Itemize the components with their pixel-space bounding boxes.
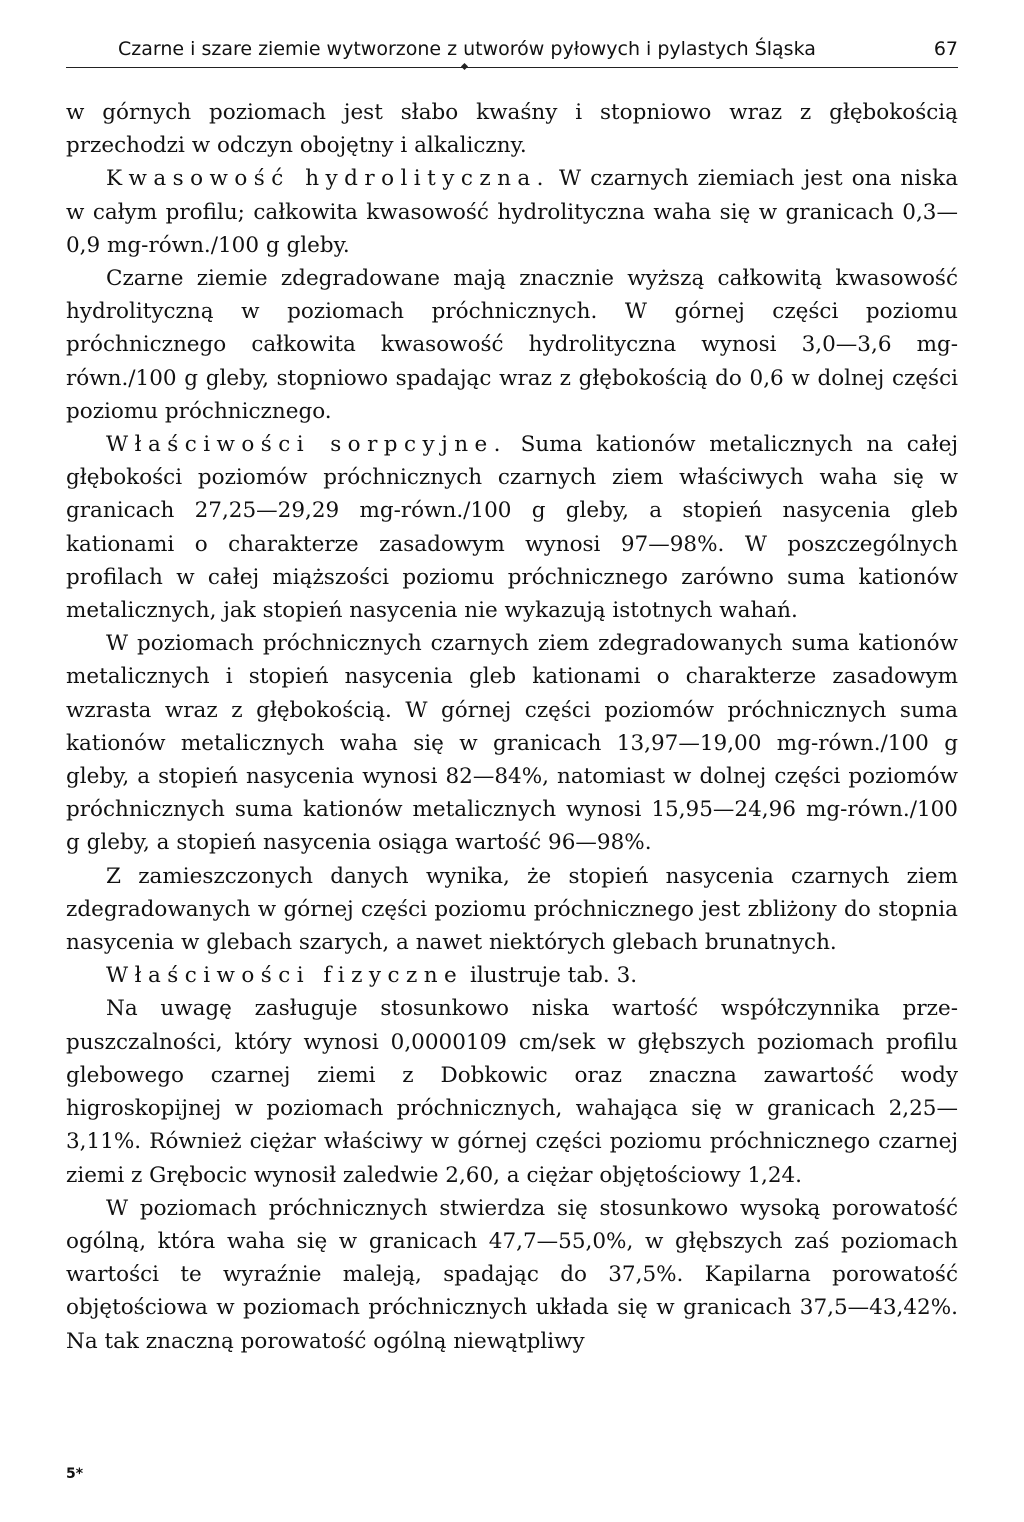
paragraph-text: W czarnych ziemiach jest ona niska w całym profilu; całkowita kwasowość hydrolityczna waha się w granicach 0,3—0,9 mg-równ./100 g gleby. (66, 166, 959, 258)
header-rule-ornament (461, 63, 468, 70)
spaced-heading: Właściwości fizyczne (106, 963, 464, 989)
paragraph-text: Czarne ziemie zdegradowane mają znacznie wyższą całkowitą kwasowość hydrolityczną w poziomach próchnicznych. W górnej części poziomu próchnicznego całkowita kwasowość hydrolityczna wynosi 3,0—3,6 mg-równ./100 g gleby, stopniowo spadając wraz z głębokością do 0,6 w dolnej części poziomu próchnicznego. (66, 266, 958, 424)
spaced-heading: Właściwości sorpcyjne. (106, 432, 507, 458)
paragraph-4 (66, 428, 958, 627)
paragraph-2 (66, 162, 958, 262)
paragraph-text: ilustruje tab. 3. (463, 963, 638, 989)
paragraph-text: w górnych poziomach jest słabo kwaśny i stopniowo wraz z głębokością przechodzi w odczyn obojętny i alkaliczny. (66, 100, 958, 159)
paragraph-text: Na uwagę zasługuje stosunkowo niska wartość współczynnika przepuszczalności, który wynosi 0,0000109 cm/sek w głębszych poziomach profilu glebowego czarnej ziemi z Dobkowic oraz znaczna zawartość wody higroskopijnej w poziomach próchnicznych, wahająca się w granicach 2,25—3,11%. Również ciężar właściwy w górnej części poziomu próchnicznego czarnej ziemi z Grębocic wynosił zaledwie 2,60, a ciężar objętościowy 1,24. (66, 996, 958, 1188)
running-head-title: Czarne i szare ziemie wytworzone z utworów pyłowych i pylastych Śląska (118, 38, 816, 60)
running-head (66, 34, 958, 64)
signature-mark: 5* (66, 1466, 84, 1482)
paragraph-9 (66, 1192, 958, 1358)
paragraph-8 (66, 992, 958, 1191)
paragraph-text: Suma kationów metalicznych na całej głębokości poziomów próchnicznych czarnych ziem właściwych waha się w granicach 27,25—29,29 mg-równ./100 g gleby, a stopień nasycenia gleb kationami o charakterze zasadowym wynosi 97—98%. W poszczególnych profilach w całej miąższości poziomu próchnicznego zarówno suma kationów metalicznych, jak stopień nasycenia nie wykazują istotnych wahań. (66, 432, 958, 624)
paragraph-1 (66, 96, 958, 162)
paragraph-text: W poziomach próchnicznych stwierdza się stosunkowo wysoką porowatość ogólną, która waha się w granicach 47,7—55,0%, w głębszych zaś poziomach wartości te wyraźnie maleją, spadając do 37,5%. Kapilarna porowatość objętościowa w poziomach próchnicznych układa się w granicach 37,5—43,42%. Na tak znaczną porowatość ogólną niewątpliwy (66, 1195, 958, 1354)
paragraph-6 (66, 860, 958, 960)
page-number: 67 (933, 38, 958, 60)
paragraph-text: W poziomach próchnicznych czarnych ziem zdegradowanych suma kationów metalicznych i stopień nasycenia gleb kationami o charakterze zasadowym wzrasta wraz z głębokością. W górnej części poziomów próchnicznych suma kationów metalicznych waha się w granicach 13,97—19,00 mg-równ./100 g gleby, a stopień nasycenia wynosi 82—84%, natomiast w dolnej części poziomów próchnicznych suma kationów metalicznych wynosi 15,95—24,96 mg-równ./100 g gleby, a stopień nasycenia osiąga wartość 96—98%. (66, 631, 958, 856)
body-text (66, 96, 958, 1358)
paragraph-3 (66, 262, 958, 428)
header-rule (66, 67, 958, 68)
paragraph-5 (66, 627, 958, 859)
spaced-heading: Kwasowość hydrolityczna. (106, 166, 550, 192)
paragraph-text: Z zamieszczonych danych wynika, że stopień nasycenia czarnych ziem zdegradowanych w górnej części poziomu próchnicznego jest zbliżony do stopnia nasycenia w glebach szarych, a nawet niektórych glebach brunatnych. (66, 863, 958, 956)
paragraph-7 (66, 959, 958, 992)
